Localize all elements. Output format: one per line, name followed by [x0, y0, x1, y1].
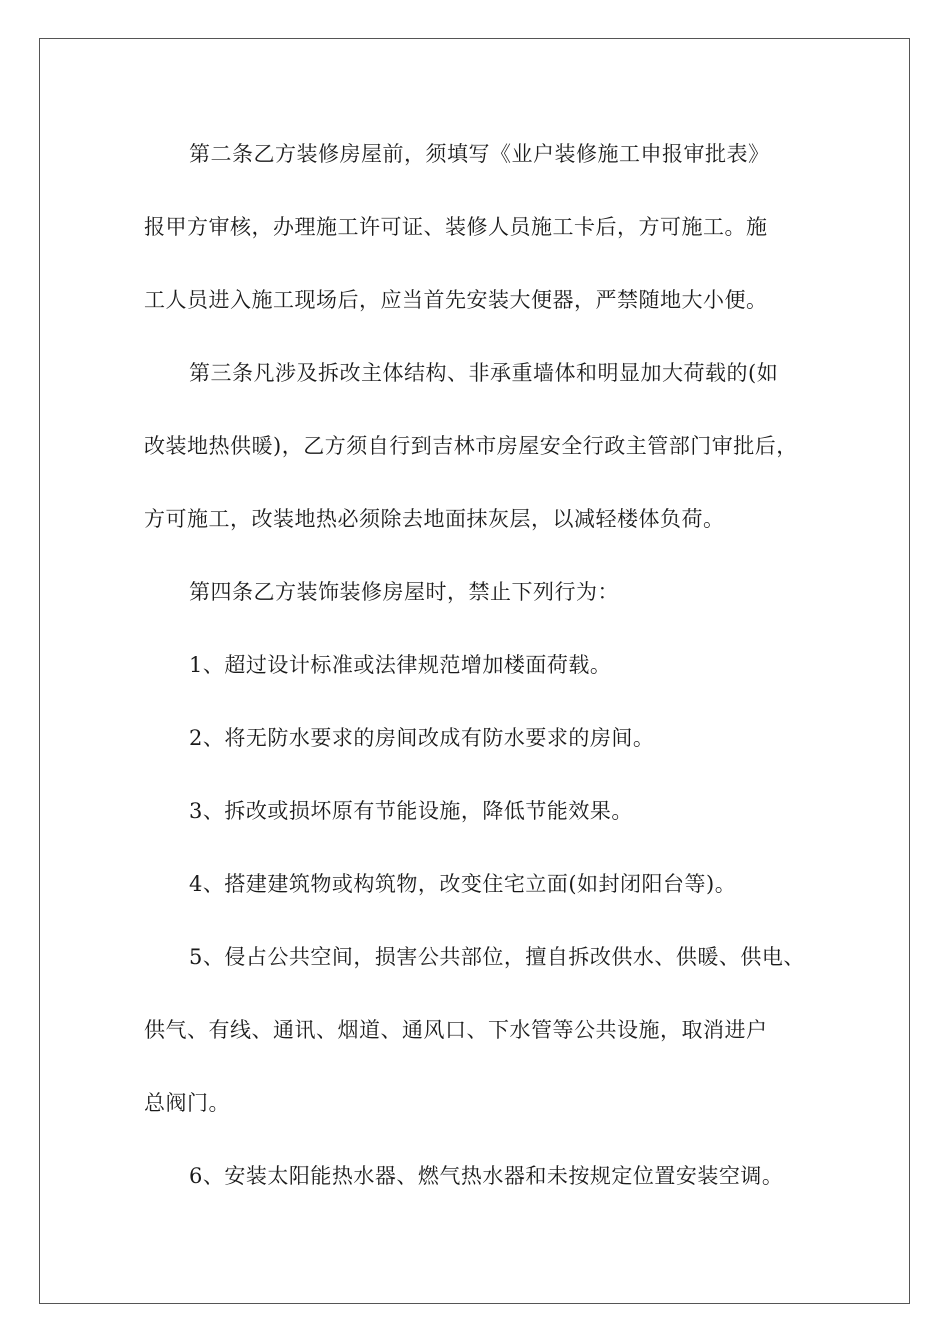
list-item-5-line-2: 供气、有线、通讯、烟道、通风口、下水管等公共设施，取消进户 [144, 1018, 768, 1042]
paragraph-article-2-line-1: 第二条乙方装修房屋前，须填写《业户装修施工申报审批表》 [189, 142, 770, 166]
list-item-3: 3、拆改或损坏原有节能设施，降低节能效果。 [189, 799, 633, 823]
paragraph-article-2-line-3: 工人员进入施工现场后，应当首先安装大便器，严禁随地大小便。 [144, 288, 768, 312]
paragraph-article-3-line-3: 方可施工，改装地热必须除去地面抹灰层，以减轻楼体负荷。 [144, 507, 725, 531]
paragraph-article-4-heading: 第四条乙方装饰装修房屋时，禁止下列行为： [189, 580, 619, 604]
list-item-4: 4、搭建建筑物或构筑物，改变住宅立面(如封闭阳台等)。 [189, 872, 737, 896]
list-item-6: 6、安装太阳能热水器、燃气热水器和未按规定位置安装空调。 [189, 1164, 784, 1188]
list-item-1: 1、超过设计标准或法律规范增加楼面荷载。 [189, 653, 612, 677]
paragraph-article-3-line-2: 改装地热供暖)，乙方须自行到吉林市房屋安全行政主管部门审批后， [144, 434, 798, 458]
list-item-5-line-3: 总阀门。 [144, 1091, 230, 1115]
paragraph-article-3-line-1: 第三条凡涉及拆改主体结构、非承重墙体和明显加大荷载的(如 [189, 361, 779, 385]
list-item-5-line-1: 5、侵占公共空间，损害公共部位，擅自拆改供水、供暖、供电、 [189, 945, 805, 969]
paragraph-article-2-line-2: 报甲方审核，办理施工许可证、装修人员施工卡后，方可施工。施 [144, 215, 768, 239]
list-item-2: 2、将无防水要求的房间改成有防水要求的房间。 [189, 726, 655, 750]
